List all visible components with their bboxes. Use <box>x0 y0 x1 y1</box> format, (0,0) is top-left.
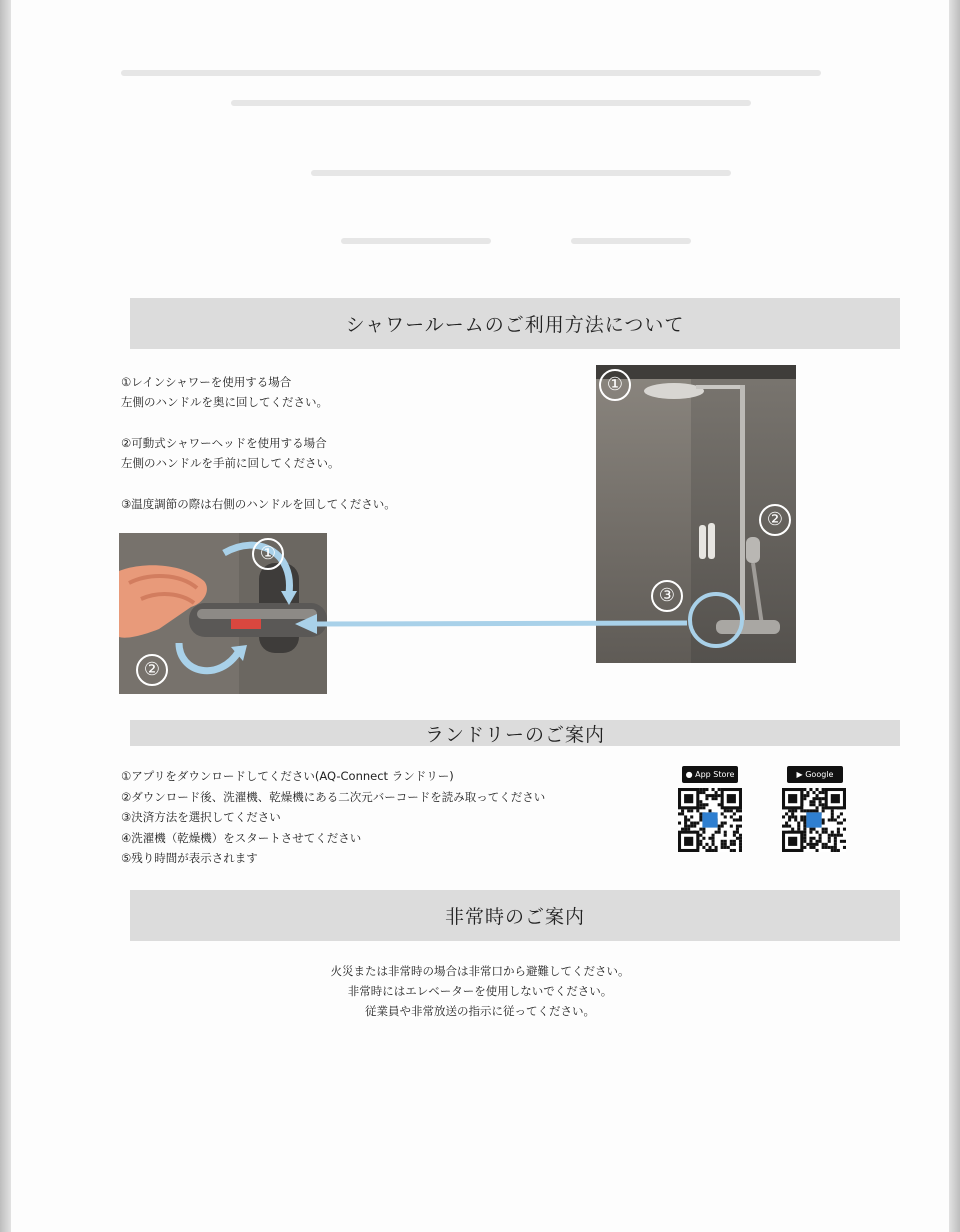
laundry-step-1: ①アプリをダウンロードしてください(AQ-Connect ランドリー) <box>121 769 454 783</box>
shower-line-4: 左側のハンドルを手前に回してください。 <box>121 456 340 470</box>
arrow-connector <box>291 612 691 636</box>
apple-icon: ● <box>685 770 693 779</box>
app-store-label: App Store <box>695 770 735 779</box>
bleed-through-line <box>231 100 751 106</box>
shower-line-5: ③温度調節の際は右側のハンドルを回してください。 <box>121 497 396 511</box>
emergency-line-1: 火災または非常時の場合は非常口から避難してください。 <box>330 964 630 978</box>
shower-title-band <box>130 298 900 349</box>
shower-line-2: 左側のハンドルを奥に回してください。 <box>121 395 328 409</box>
emergency-title: 非常時のご案内 <box>444 906 585 928</box>
app-store-badge[interactable] <box>682 766 738 783</box>
right-page-shadow <box>949 0 960 1232</box>
app-store-qr-code[interactable] <box>678 788 742 852</box>
bleed-through-line <box>311 170 731 176</box>
emergency-title-band <box>130 890 900 941</box>
emergency-line-2: 非常時にはエレベーターを使用しないでください。 <box>347 984 613 998</box>
shower-label-2: ② <box>759 504 791 536</box>
shower-label-1: ① <box>599 369 631 401</box>
google-play-label: Google <box>805 770 834 779</box>
bleed-through-line <box>341 238 491 244</box>
laundry-step-3: ③決済方法を選択してください <box>121 810 281 824</box>
google-play-qr-code[interactable] <box>782 788 846 852</box>
shower-label-3: ③ <box>651 580 683 612</box>
shower-title: シャワールームのご利用方法について <box>345 314 685 336</box>
faucet-label-2: ② <box>136 654 168 686</box>
bleed-through-line <box>121 70 821 76</box>
laundry-step-5: ⑤残り時間が表示されます <box>121 851 258 865</box>
bleed-through-line <box>571 238 691 244</box>
shower-line-1: ①レインシャワーを使用する場合 <box>121 375 292 389</box>
document-page <box>11 0 949 1232</box>
qr-code-icon <box>782 788 846 852</box>
google-play-badge[interactable] <box>787 766 843 783</box>
emergency-line-3: 従業員や非常放送の指示に従ってください。 <box>365 1004 595 1018</box>
laundry-step-2: ②ダウンロード後、洗濯機、乾燥機にある二次元バーコードを読み取ってください <box>121 790 546 804</box>
shower-line-3: ②可動式シャワーヘッドを使用する場合 <box>121 436 327 450</box>
left-page-shadow <box>0 0 11 1232</box>
laundry-step-4: ④洗濯機（乾燥機）をスタートさせてください <box>121 831 362 845</box>
laundry-title-band <box>130 720 900 746</box>
play-icon: ▶ <box>796 770 803 779</box>
qr-code-icon <box>678 788 742 852</box>
laundry-title: ランドリーのご案内 <box>424 723 605 746</box>
faucet-label-1: ① <box>252 538 284 570</box>
